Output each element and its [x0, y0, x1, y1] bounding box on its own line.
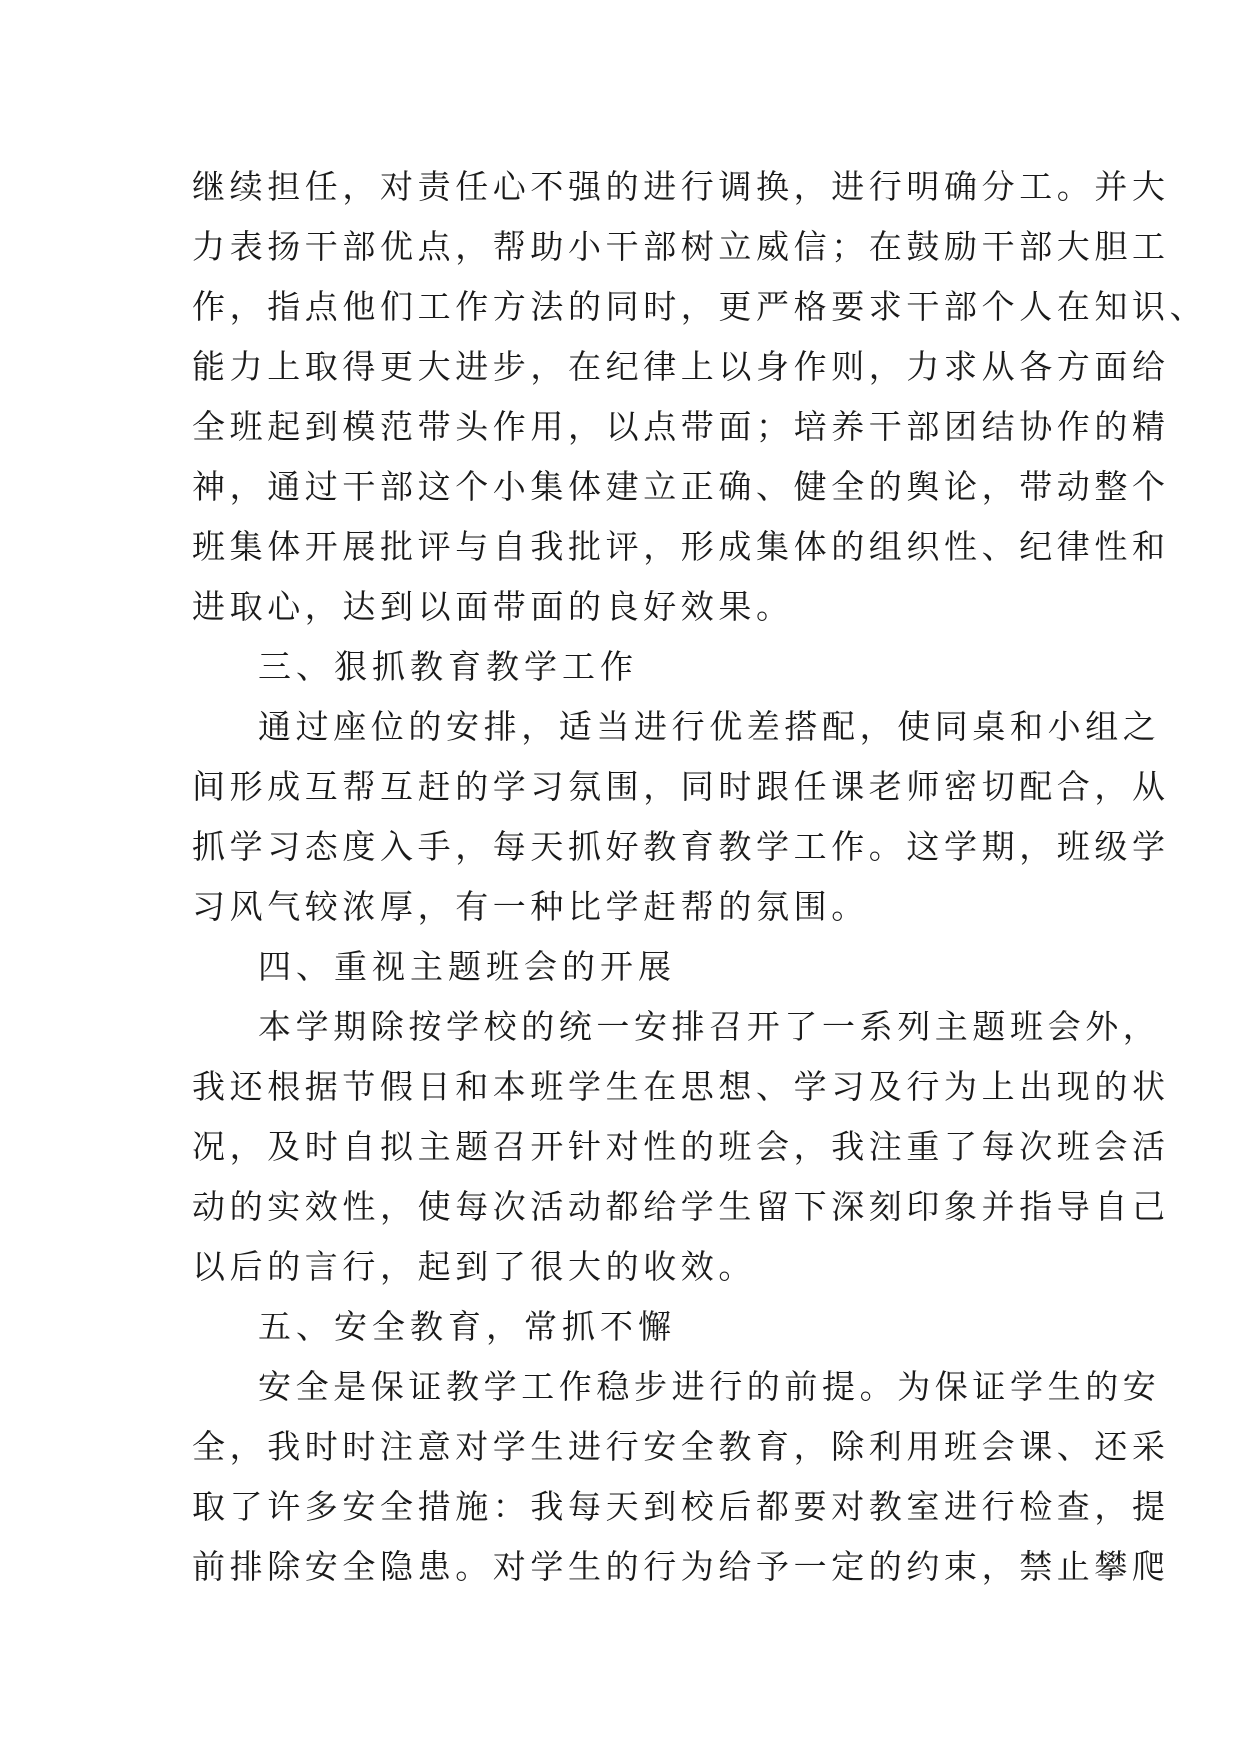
text-line: 全班起到模范带头作用，以点带面；培养干部团结协作的精: [192, 407, 1170, 446]
text-line: 神，通过干部这个小集体建立正确、健全的舆论，带动整个: [192, 467, 1170, 506]
section-heading: 四、重视主题班会的开展: [258, 947, 676, 986]
section-heading: 五、安全教育，常抓不懈: [258, 1307, 676, 1346]
text-line: 继续担任，对责任心不强的进行调换，进行明确分工。并大: [192, 167, 1170, 206]
text-line: 况，及时自拟主题召开针对性的班会，我注重了每次班会活: [192, 1127, 1170, 1166]
text-line: 全，我时时注意对学生进行安全教育，除利用班会课、还采: [192, 1427, 1170, 1466]
text-line: 能力上取得更大进步，在纪律上以身作则，力求从各方面给: [192, 347, 1170, 386]
text-line: 动的实效性，使每次活动都给学生留下深刻印象并指导自己: [192, 1187, 1170, 1226]
text-line: 前排除安全隐患。对学生的行为给予一定的约束，禁止攀爬: [192, 1547, 1170, 1586]
section-heading: 三、狠抓教育教学工作: [258, 647, 638, 686]
text-line: 力表扬干部优点，帮助小干部树立威信；在鼓励干部大胆工: [192, 227, 1170, 266]
text-line: 我还根据节假日和本班学生在思想、学习及行为上出现的状: [192, 1067, 1170, 1106]
text-line: 习风气较浓厚，有一种比学赶帮的氛围。: [192, 887, 869, 926]
text-line: 作，指点他们工作方法的同时，更严格要求干部个人在知识、: [192, 287, 1208, 326]
text-line: 以后的言行，起到了很大的收效。: [192, 1247, 756, 1286]
text-line: 班集体开展批评与自我批评，形成集体的组织性、纪律性和: [192, 527, 1170, 566]
text-line: 安全是保证教学工作稳步进行的前提。为保证学生的安: [258, 1367, 1161, 1406]
text-line: 进取心，达到以面带面的良好效果。: [192, 587, 794, 626]
text-line: 本学期除按学校的统一安排召开了一系列主题班会外，: [258, 1007, 1161, 1046]
text-line: 通过座位的安排，适当进行优差搭配，使同桌和小组之: [258, 707, 1161, 746]
text-line: 取了许多安全措施：我每天到校后都要对教室进行检查，提: [192, 1487, 1170, 1526]
text-line: 抓学习态度入手，每天抓好教育教学工作。这学期，班级学: [192, 827, 1170, 866]
text-line: 间形成互帮互赶的学习氛围，同时跟任课老师密切配合，从: [192, 767, 1170, 806]
